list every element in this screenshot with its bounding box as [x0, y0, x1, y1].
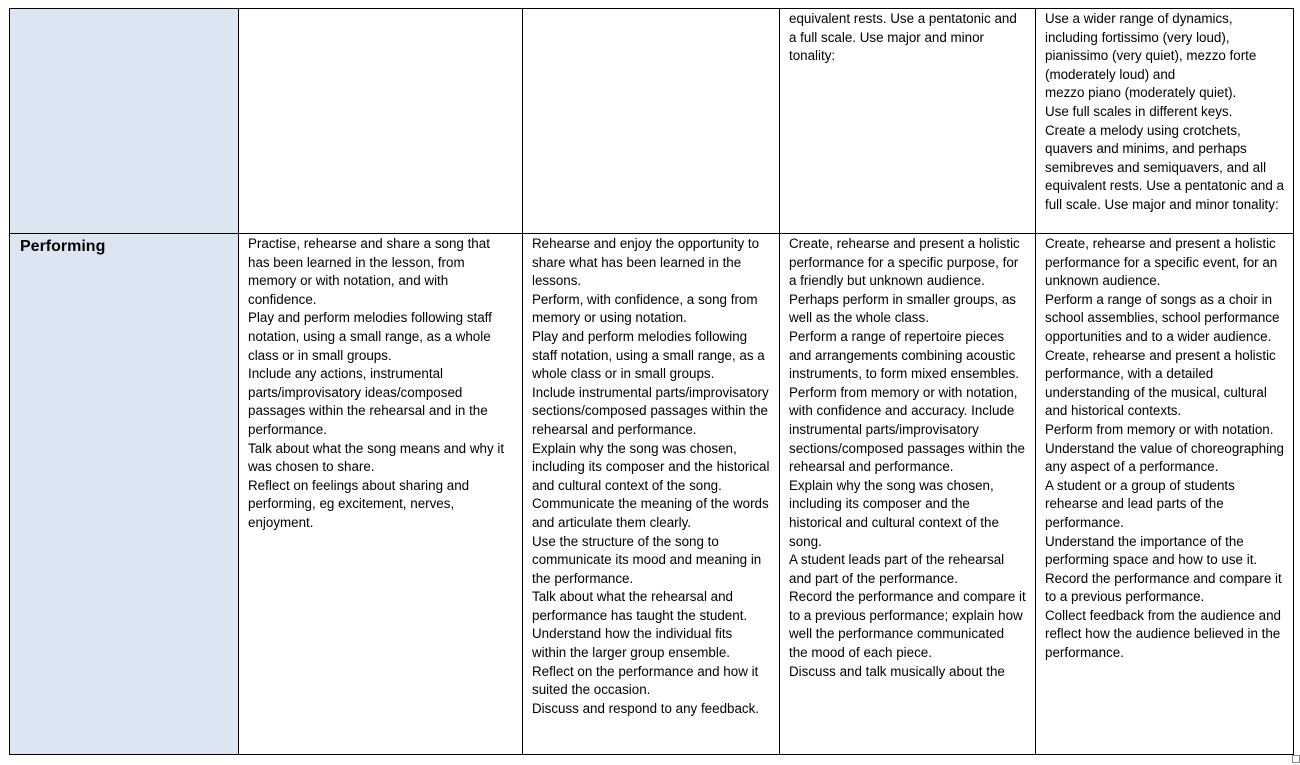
cell-text-line: Practise, rehearse and share a song that has been learned in the lesson, from memory or with notation, and with confidence. — [248, 236, 490, 307]
cell-text-line: Perform from memory or with notation. — [1045, 421, 1274, 437]
cell-text-line: Create, rehearse and present a holistic performance, with a detailed understanding of the musical, cultural and historical contexts. — [1045, 347, 1276, 419]
cell-text-line: Perhaps perform in smaller groups, as well as the whole class. — [789, 291, 1016, 326]
table-cell — [780, 9, 1036, 234]
cell-text-line: Record the performance and compare it to a previous performance. — [1045, 570, 1282, 605]
cell-text-line: Talk about what the rehearsal and performance has taught the student. — [532, 589, 748, 623]
cell-text-line: Use full scales in different keys. — [1045, 103, 1233, 119]
table-body — [10, 9, 1294, 755]
cell-text-line: mezzo piano (moderately quiet). — [1045, 85, 1237, 101]
cell-text-line: Communicate the meaning of the words and articulate them clearly. — [532, 496, 769, 530]
cell-text-line: Perform a range of repertoire pieces and arrangements combining acoustic instruments, to form mixed ensembles. — [789, 328, 1019, 382]
table-cell — [1036, 9, 1294, 234]
table-cell — [239, 9, 523, 234]
cell-text-line: Discuss and respond to any feedback. — [532, 700, 760, 716]
cell-text-line: Create a melody using crotchets, quavers and minims, and perhaps semibreves and semiquavers, and all equivalent rests. Use a pentatonic and a full scale. Use major and minor tonality: — [1045, 122, 1284, 212]
row-label: Performing — [20, 238, 106, 255]
cell-text-line: A student leads part of the rehearsal and part of the performance. — [789, 552, 1005, 586]
cell-text-line: Use a wider range of dynamics, including fortissimo (very loud), pianissimo (very quiet), mezzo forte (moderately loud) and — [1045, 11, 1257, 82]
cell-text-line: Include instrumental parts/improvisatory sections/composed passages within the rehearsal and performance. — [532, 384, 769, 437]
table-cell — [523, 9, 780, 234]
table-cell — [239, 234, 523, 755]
cell-text-line: Explain why the song was chosen, including its composer and the historical and cultural context of the song. — [532, 440, 770, 493]
table-row-performing — [10, 234, 1294, 755]
page-corner-marker — [1292, 755, 1300, 763]
table-cell — [1036, 234, 1294, 755]
curriculum-table — [9, 8, 1294, 755]
cell-text-line: Understand how the individual fits within the larger group ensemble. — [532, 626, 733, 661]
cell-text-line: Create, rehearse and present a holistic performance for a specific event, for an unknown audience. — [1045, 236, 1278, 289]
cell-text-line: Talk about what the song means and why it was chosen to share. — [248, 440, 505, 475]
cell-text-line: Explain why the song was chosen, including its composer and the historical and cultural context of the song. — [789, 477, 999, 549]
cell-text-line: Create, rehearse and present a holistic performance for a specific purpose, for a friendly but unknown audience. — [789, 236, 1020, 289]
cell-text-line: Perform, with confidence, a song from memory or using notation. — [532, 291, 758, 326]
cell-text-line: Understand the value of choreographing any aspect of a performance. — [1045, 440, 1284, 475]
row-label-cell — [10, 234, 239, 755]
table-cell — [780, 234, 1036, 755]
cell-text-line: equivalent rests. Use a pentatonic and a full scale. Use major and minor tonality: — [789, 11, 1017, 64]
cell-text-line: Include any actions, instrumental parts/improvisatory ideas/composed passages within the rehearsal and in the performance. — [248, 366, 488, 437]
cell-text-line: Perform from memory or with notation, with confidence and accuracy. Include instrumental parts/improvisatory sections/composed passages within the rehearsal and performance. — [789, 384, 1025, 475]
cell-text-line: Use the structure of the song to communicate its mood and meaning in the performance. — [532, 533, 762, 586]
table-cell — [523, 234, 780, 755]
cell-text-line: Play and perform melodies following staff notation, using a small range, as a whole class or in small groups. — [532, 328, 765, 382]
cell-text-line: Record the performance and compare it to a previous performance; explain how well the performance communicated the mood of each piece. — [789, 589, 1026, 661]
cell-text-line: Discuss and talk musically about the — [789, 663, 1005, 679]
cell-text-line: Rehearse and enjoy the opportunity to share what has been learned in the lessons. — [532, 236, 760, 289]
cell-text-line: Understand the importance of the performing space and how to use it. — [1045, 533, 1258, 568]
cell-text-line: Collect feedback from the audience and reflect how the audience believed in the performance. — [1045, 607, 1281, 661]
row-label-cell — [10, 9, 239, 234]
cell-text-line: Perform a range of songs as a choir in school assemblies, school performance opportunities and to a wider audience. — [1045, 291, 1280, 344]
cell-text-line: Reflect on the performance and how it suited the occasion. — [532, 663, 759, 698]
table-row-continuation — [10, 9, 1294, 234]
cell-text-line: A student or a group of students rehearse and lead parts of the performance. — [1045, 477, 1235, 530]
cell-text-line: Play and perform melodies following staff notation, using a small range, as a whole class or in small groups. — [248, 310, 492, 363]
cell-text-line: Reflect on feelings about sharing and performing, eg excitement, nerves, enjoyment. — [248, 477, 470, 530]
